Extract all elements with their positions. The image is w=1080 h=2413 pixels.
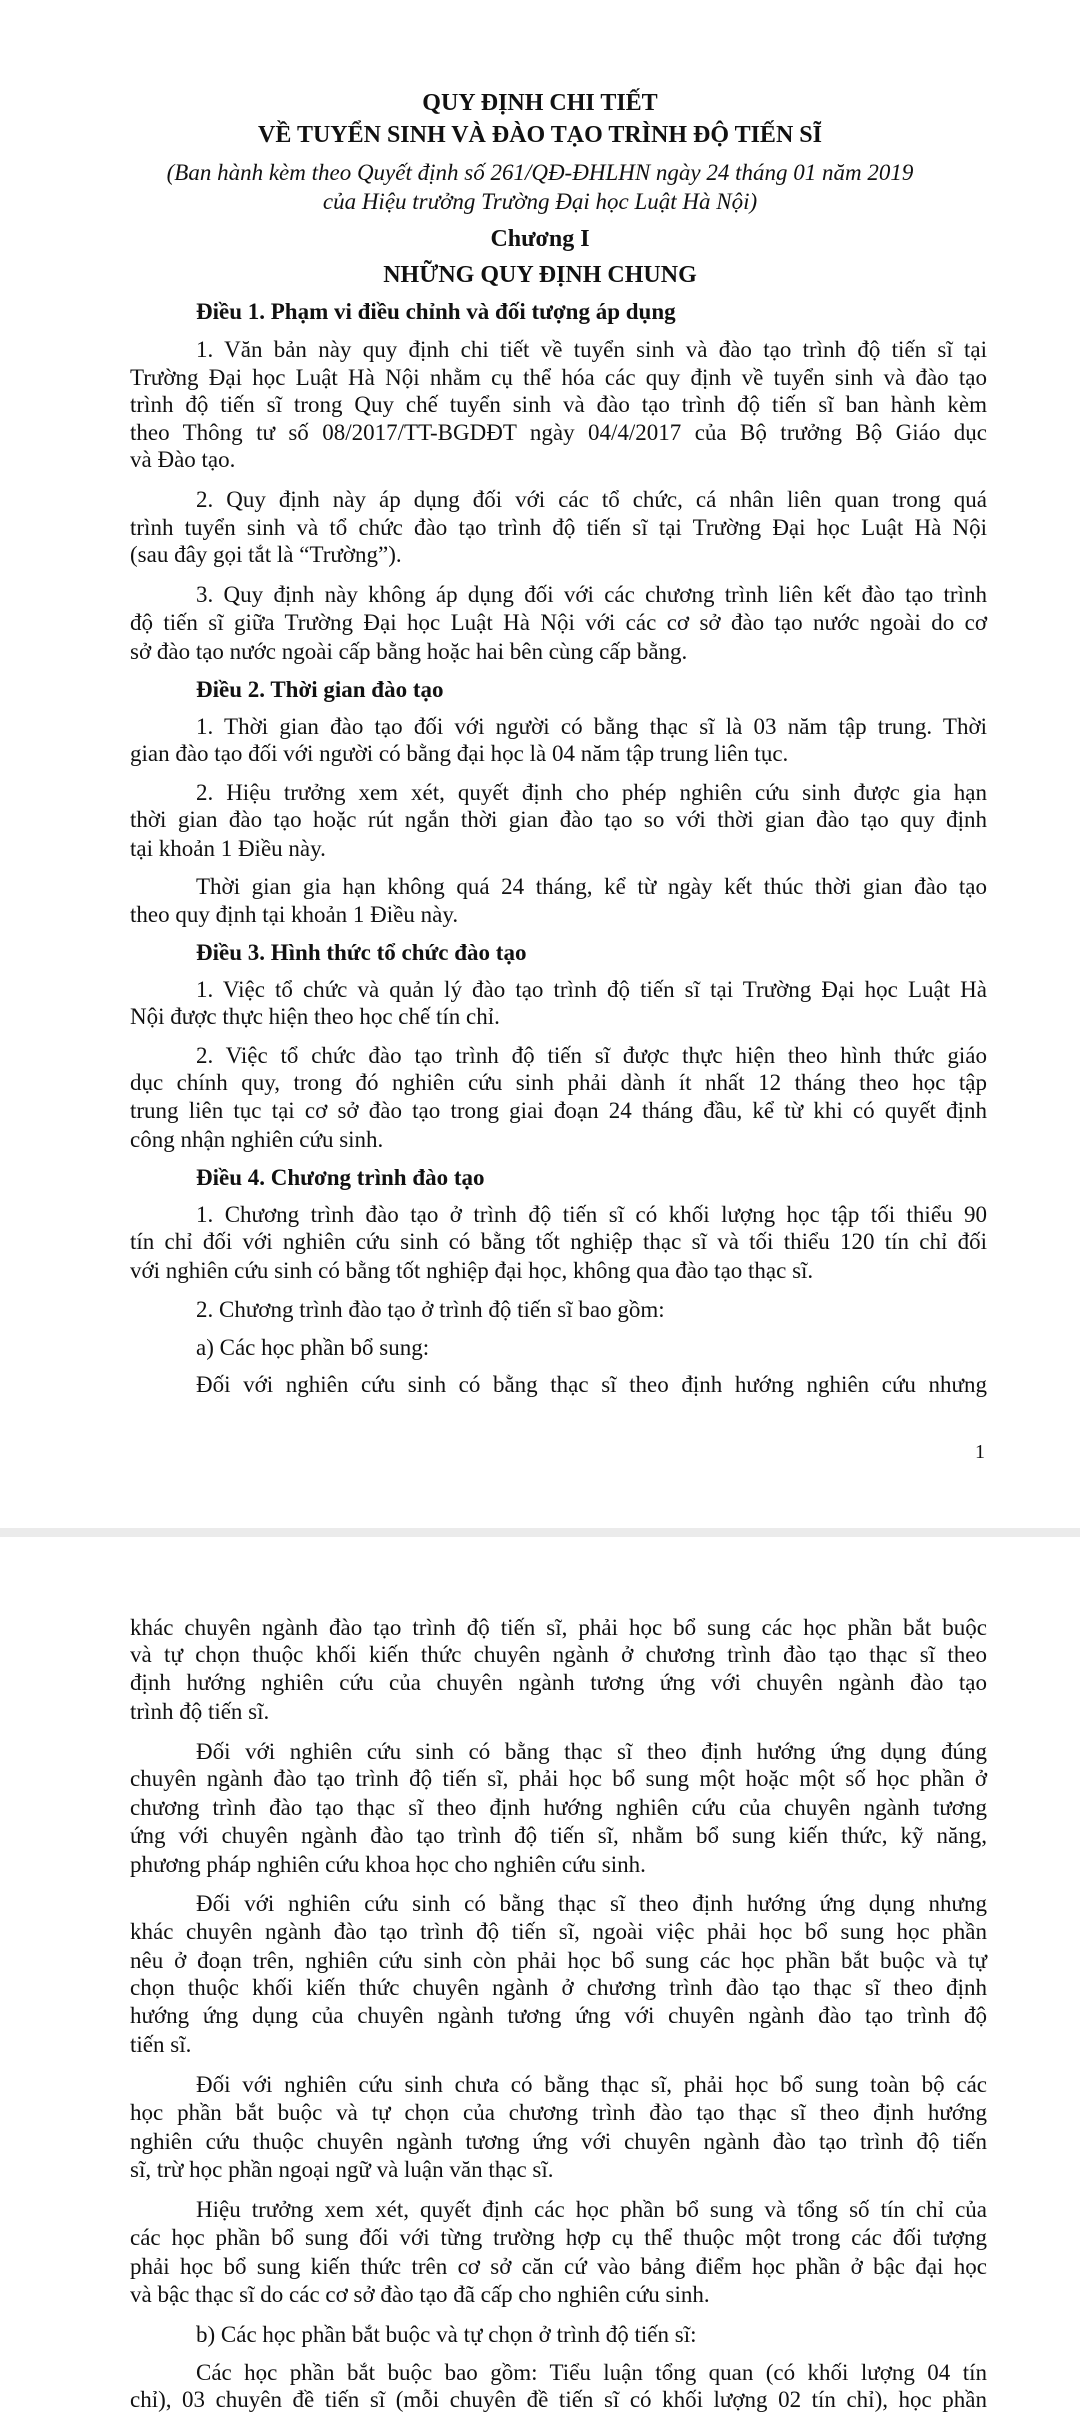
- paragraph-line: độ tiến sĩ giữa Trường Đại học Luật Hà Nội với các cơ sở đào tạo nước ngoài do cơ: [130, 610, 987, 635]
- paragraph-line: Thời gian gia hạn không quá 24 tháng, kể từ ngày kết thúc thời gian đào tạo: [196, 874, 987, 899]
- paragraph-line: phải học bổ sung kiến thức trên cơ sở căn cứ vào bảng điểm học phần ở bậc đại học: [130, 2254, 987, 2279]
- paragraph-line: gian đào tạo đối với người có bằng đại học là 04 năm tập trung liên tục.: [130, 741, 789, 766]
- document-subtitle-line-1: (Ban hành kèm theo Quyết định số 261/QĐ-ĐHLHN ngày 24 tháng 01 năm 2019: [166, 160, 914, 185]
- paragraph-line: trình tuyển sinh và tổ chức đào tạo trình độ tiến sĩ tại Trường Đại học Luật Hà Nội: [130, 515, 987, 540]
- paragraph-line: Các học phần bắt buộc bao gồm: Tiểu luận tổng quan (có khối lượng 04 tín: [196, 2360, 987, 2385]
- paragraph-line: nêu ở đoạn trên, nghiên cứu sinh còn phải học bổ sung các học phần bắt buộc và tự: [130, 1948, 987, 1973]
- paragraph-line: sở đào tạo nước ngoài cấp bằng hoặc hai bên cùng cấp bằng.: [130, 639, 688, 664]
- paragraph-line: 1. Thời gian đào tạo đối với người có bằng thạc sĩ là 03 năm tập trung. Thời: [196, 714, 987, 739]
- paragraph-line: 2. Hiệu trưởng xem xét, quyết định cho phép nghiên cứu sinh được gia hạn: [196, 780, 987, 805]
- paragraph-line: công nhận nghiên cứu sinh.: [130, 1127, 384, 1152]
- paragraph-line: và Đào tạo.: [130, 447, 236, 472]
- article-heading: Điều 3. Hình thức tổ chức đào tạo: [196, 940, 527, 965]
- paragraph-line: Đối với nghiên cứu sinh có bằng thạc sĩ theo định hướng ứng dụng đúng: [196, 1739, 987, 1764]
- paragraph-line: b) Các học phần bắt buộc và tự chọn ở trình độ tiến sĩ:: [196, 2322, 697, 2347]
- document-title-line-2: VỀ TUYỂN SINH VÀ ĐÀO TẠO TRÌNH ĐỘ TIẾN SĨ: [258, 122, 822, 148]
- document-subtitle-line-2: của Hiệu trưởng Trường Đại học Luật Hà Nội): [322, 189, 758, 214]
- paragraph-line: khác chuyên ngành đào tạo trình độ tiến sĩ, ngoài việc phải học bổ sung học phần: [130, 1919, 987, 1944]
- page-number: 1: [975, 1441, 985, 1463]
- paragraph-line: a) Các học phần bổ sung:: [196, 1335, 430, 1360]
- chapter-title: NHỮNG QUY ĐỊNH CHUNG: [383, 262, 697, 288]
- paragraph-line: Đối với nghiên cứu sinh có bằng thạc sĩ theo định hướng nghiên cứu nhưng: [196, 1372, 987, 1397]
- paragraph-line: 3. Quy định này không áp dụng đối với các chương trình liên kết đào tạo trình: [196, 582, 987, 607]
- paragraph-line: tại khoản 1 Điều này.: [130, 836, 326, 861]
- paragraph-line: sĩ, trừ học phần ngoại ngữ và luận văn thạc sĩ.: [130, 2157, 554, 2182]
- paragraph-line: chuyên ngành đào tạo trình độ tiến sĩ, phải học bổ sung một hoặc một số học phần ở: [130, 1766, 987, 1791]
- paragraph-line: theo quy định tại khoản 1 Điều này.: [130, 902, 459, 927]
- article-heading: Điều 4. Chương trình đào tạo: [196, 1165, 485, 1190]
- document-title-line-1: QUY ĐỊNH CHI TIẾT: [422, 90, 658, 116]
- paragraph-line: dục chính quy, trong đó nghiên cứu sinh phải dành ít nhất 12 tháng theo học tập: [130, 1070, 987, 1095]
- paragraph-line: chỉ), 03 chuyên đề tiến sĩ (mỗi chuyên đề tiến sĩ có khối lượng 02 tín chỉ), học phần: [130, 2387, 987, 2412]
- paragraph-line: và tự chọn thuộc khối kiến thức chuyên ngành ở chương trình đào tạo thạc sĩ theo: [130, 1642, 987, 1667]
- paragraph-line: Đối với nghiên cứu sinh có bằng thạc sĩ theo định hướng ứng dụng nhưng: [196, 1891, 987, 1916]
- paragraph-line: trung liên tục tại cơ sở đào tạo trong giai đoạn 24 tháng đầu, kể từ khi có quyết định: [130, 1098, 987, 1123]
- paragraph-line: trình độ tiến sĩ.: [130, 1699, 270, 1724]
- paragraph-line: 1. Việc tổ chức và quản lý đào tạo trình độ tiến sĩ tại Trường Đại học Luật Hà: [196, 977, 987, 1002]
- paragraph-line: nghiên cứu thuộc chuyên ngành tương ứng với chuyên ngành đào tạo trình độ tiến: [130, 2129, 987, 2154]
- paragraph-line: các học phần bổ sung đối với từng trường hợp cụ thể thuộc một trong các đối tượng: [130, 2225, 987, 2250]
- paragraph-line: trình độ tiến sĩ trong Quy chế tuyển sinh và đào tạo trình độ tiến sĩ ban hành kèm: [130, 392, 987, 417]
- paragraph-line: Nội được thực hiện theo học chế tín chỉ.: [130, 1004, 500, 1029]
- paragraph-line: chương trình đào tạo thạc sĩ theo định hướng nghiên cứu của chuyên ngành tương: [130, 1795, 987, 1820]
- paragraph-line: thời gian đào tạo hoặc rút ngắn thời gian đào tạo so với thời gian đào tạo quy định: [130, 807, 987, 832]
- paragraph-line: học phần bắt buộc và tự chọn của chương trình đào tạo thạc sĩ theo định hướng: [130, 2100, 987, 2125]
- article-heading: Điều 2. Thời gian đào tạo: [196, 677, 444, 702]
- paragraph-line: và bậc thạc sĩ do các cơ sở đào tạo đã cấp cho nghiên cứu sinh.: [130, 2282, 710, 2307]
- paragraph-line: phương pháp nghiên cứu khoa học cho nghiên cứu sinh.: [130, 1852, 646, 1877]
- paragraph-line: 1. Văn bản này quy định chi tiết về tuyển sinh và đào tạo trình độ tiến sĩ tại: [196, 337, 987, 362]
- paragraph-line: định hướng nghiên cứu của chuyên ngành tương ứng với chuyên ngành đào tạo: [130, 1670, 987, 1695]
- paragraph-line: Trường Đại học Luật Hà Nội nhằm cụ thể hóa các quy định về tuyển sinh và đào tạo: [130, 365, 987, 390]
- paragraph-line: với nghiên cứu sinh có bằng tốt nghiệp đại học, không qua đào tạo thạc sĩ.: [130, 1258, 814, 1283]
- paragraph-line: 2. Quy định này áp dụng đối với các tổ chức, cá nhân liên quan trong quá: [196, 487, 987, 512]
- paragraph-line: tín chỉ đối với nghiên cứu sinh có bằng tốt nghiệp thạc sĩ và tối thiểu 120 tín chỉ đối: [130, 1229, 987, 1254]
- paragraph-line: 2. Chương trình đào tạo ở trình độ tiến sĩ bao gồm:: [196, 1297, 665, 1322]
- article-heading: Điều 1. Phạm vi điều chỉnh và đối tượng áp dụng: [196, 299, 676, 324]
- paragraph-line: theo Thông tư số 08/2017/TT-BGDĐT ngày 04/4/2017 của Bộ trưởng Bộ Giáo dục: [130, 420, 987, 445]
- paragraph-line: (sau đây gọi tắt là “Trường”).: [130, 542, 402, 567]
- paragraph-line: ứng với chuyên ngành đào tạo trình độ tiến sĩ, nhằm bổ sung kiến thức, kỹ năng,: [130, 1823, 987, 1848]
- paragraph-line: khác chuyên ngành đào tạo trình độ tiến sĩ, phải học bổ sung các học phần bắt buộc: [130, 1615, 987, 1640]
- paragraph-line: Đối với nghiên cứu sinh chưa có bằng thạc sĩ, phải học bổ sung toàn bộ các: [196, 2072, 987, 2097]
- paragraph-line: Hiệu trưởng xem xét, quyết định các học phần bổ sung và tổng số tín chỉ của: [196, 2197, 987, 2222]
- paragraph-line: tiến sĩ.: [130, 2032, 192, 2057]
- paragraph-line: 1. Chương trình đào tạo ở trình độ tiến sĩ có khối lượng học tập tối thiểu 90: [196, 1202, 987, 1227]
- page-separator: [0, 1528, 1080, 1537]
- chapter-label: Chương I: [490, 226, 590, 252]
- paragraph-line: hướng ứng dụng của chuyên ngành tương ứng với chuyên ngành đào tạo trình độ: [130, 2003, 987, 2028]
- paragraph-line: 2. Việc tổ chức đào tạo trình độ tiến sĩ được thực hiện theo hình thức giáo: [196, 1043, 987, 1068]
- paragraph-line: chọn thuộc khối kiến thức chuyên ngành ở chương trình đào tạo thạc sĩ theo định: [130, 1975, 987, 2000]
